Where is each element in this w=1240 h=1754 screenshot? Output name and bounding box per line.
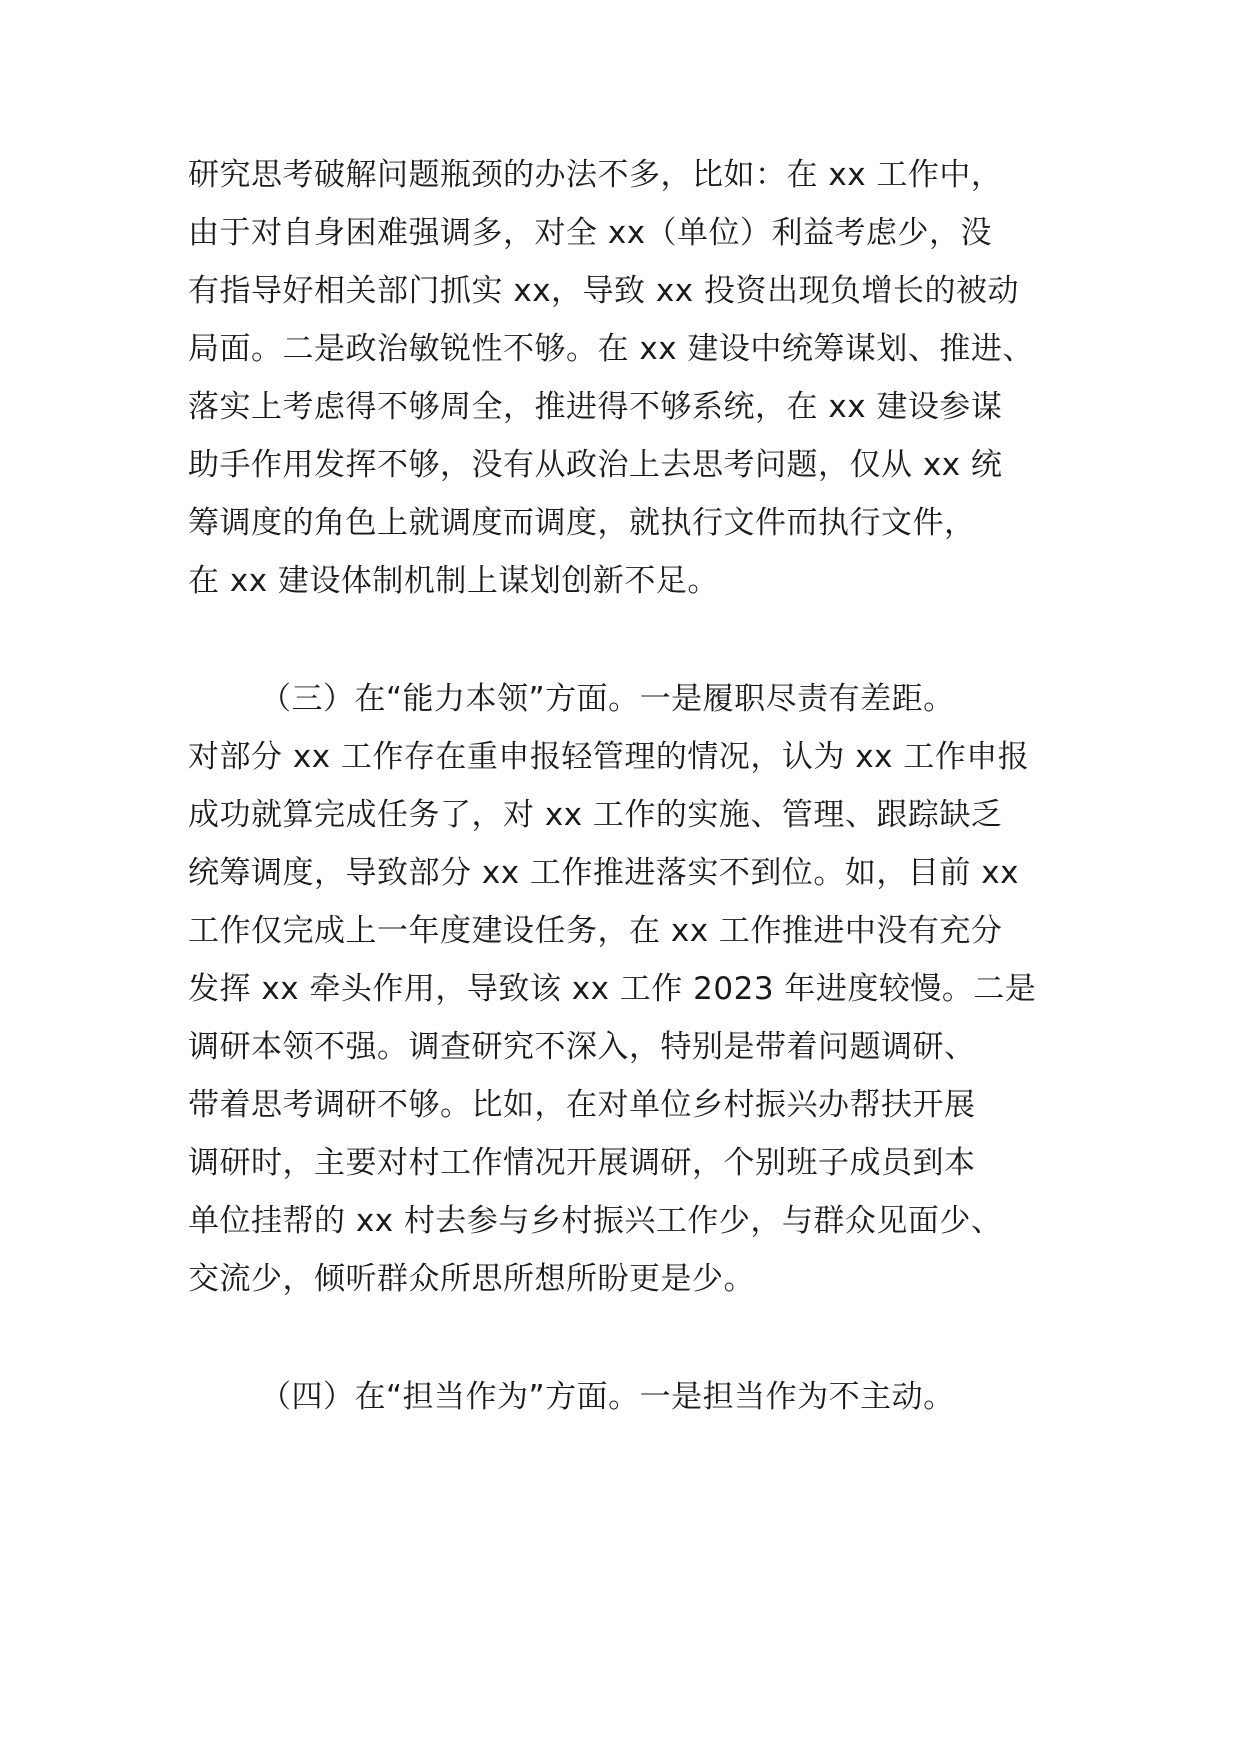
paragraph-1-line-3: 有指导好相关部门抓实 xx，导致 xx 投资出现负增长的被动 <box>188 273 1019 309</box>
paragraph-2-line-7: 调研本领不强。调查研究不深入，特别是带着问题调研、 <box>188 1029 976 1065</box>
paragraph-1-line-2: 由于对自身困难强调多，对全 xx（单位）利益考虑少，没 <box>188 215 993 251</box>
paragraph-1-line-6: 助手作用发挥不够，没有从政治上去思考问题，仅从 xx 统 <box>188 447 1003 483</box>
paragraph-2-line-4: 统筹调度，导致部分 xx 工作推进落实不到位。如，目前 xx <box>188 855 1019 891</box>
paragraph-1-line-5: 落实上考虑得不够周全，推进得不够系统，在 xx 建设参谋 <box>188 389 1003 425</box>
paragraph-2-line-9: 调研时，主要对村工作情况开展调研，个别班子成员到本 <box>188 1145 976 1181</box>
paragraph-3-heading-line: （四）在“担当作为”方面。一是担当作为不主动。 <box>260 1379 955 1415</box>
paragraph-2-heading-line: （三）在“能力本领”方面。一是履职尽责有差距。 <box>260 681 955 717</box>
paragraph-2-line-6: 发挥 xx 牵头作用，导致该 xx 工作 2023 年进度较慢。二是 <box>188 971 1037 1007</box>
paragraph-2-line-3: 成功就算完成任务了，对 xx 工作的实施、管理、跟踪缺乏 <box>188 797 1003 833</box>
paragraph-2-line-8: 带着思考调研不够。比如，在对单位乡村振兴办帮扶开展 <box>188 1087 976 1123</box>
paragraph-2-line-2: 对部分 xx 工作存在重申报轻管理的情况，认为 xx 工作申报 <box>188 739 1030 775</box>
paragraph-1-line-7: 筹调度的角色上就调度而调度，就执行文件而执行文件， <box>188 505 976 541</box>
paragraph-1-line-8: 在 xx 建设体制机制上谋划创新不足。 <box>188 563 719 599</box>
paragraph-2-line-10: 单位挂帮的 xx 村去参与乡村振兴工作少，与群众见面少、 <box>188 1203 1003 1239</box>
paragraph-2-line-11: 交流少，倾听群众所思所想所盼更是少。 <box>188 1261 755 1297</box>
paragraph-1-line-1: 研究思考破解问题瓶颈的办法不多，比如：在 xx 工作中， <box>188 157 1003 193</box>
paragraph-1-line-4: 局面。二是政治敏锐性不够。在 xx 建设中统筹谋划、推进、 <box>188 331 1034 367</box>
paragraph-2-line-5: 工作仅完成上一年度建设任务，在 xx 工作推进中没有充分 <box>188 913 1003 949</box>
